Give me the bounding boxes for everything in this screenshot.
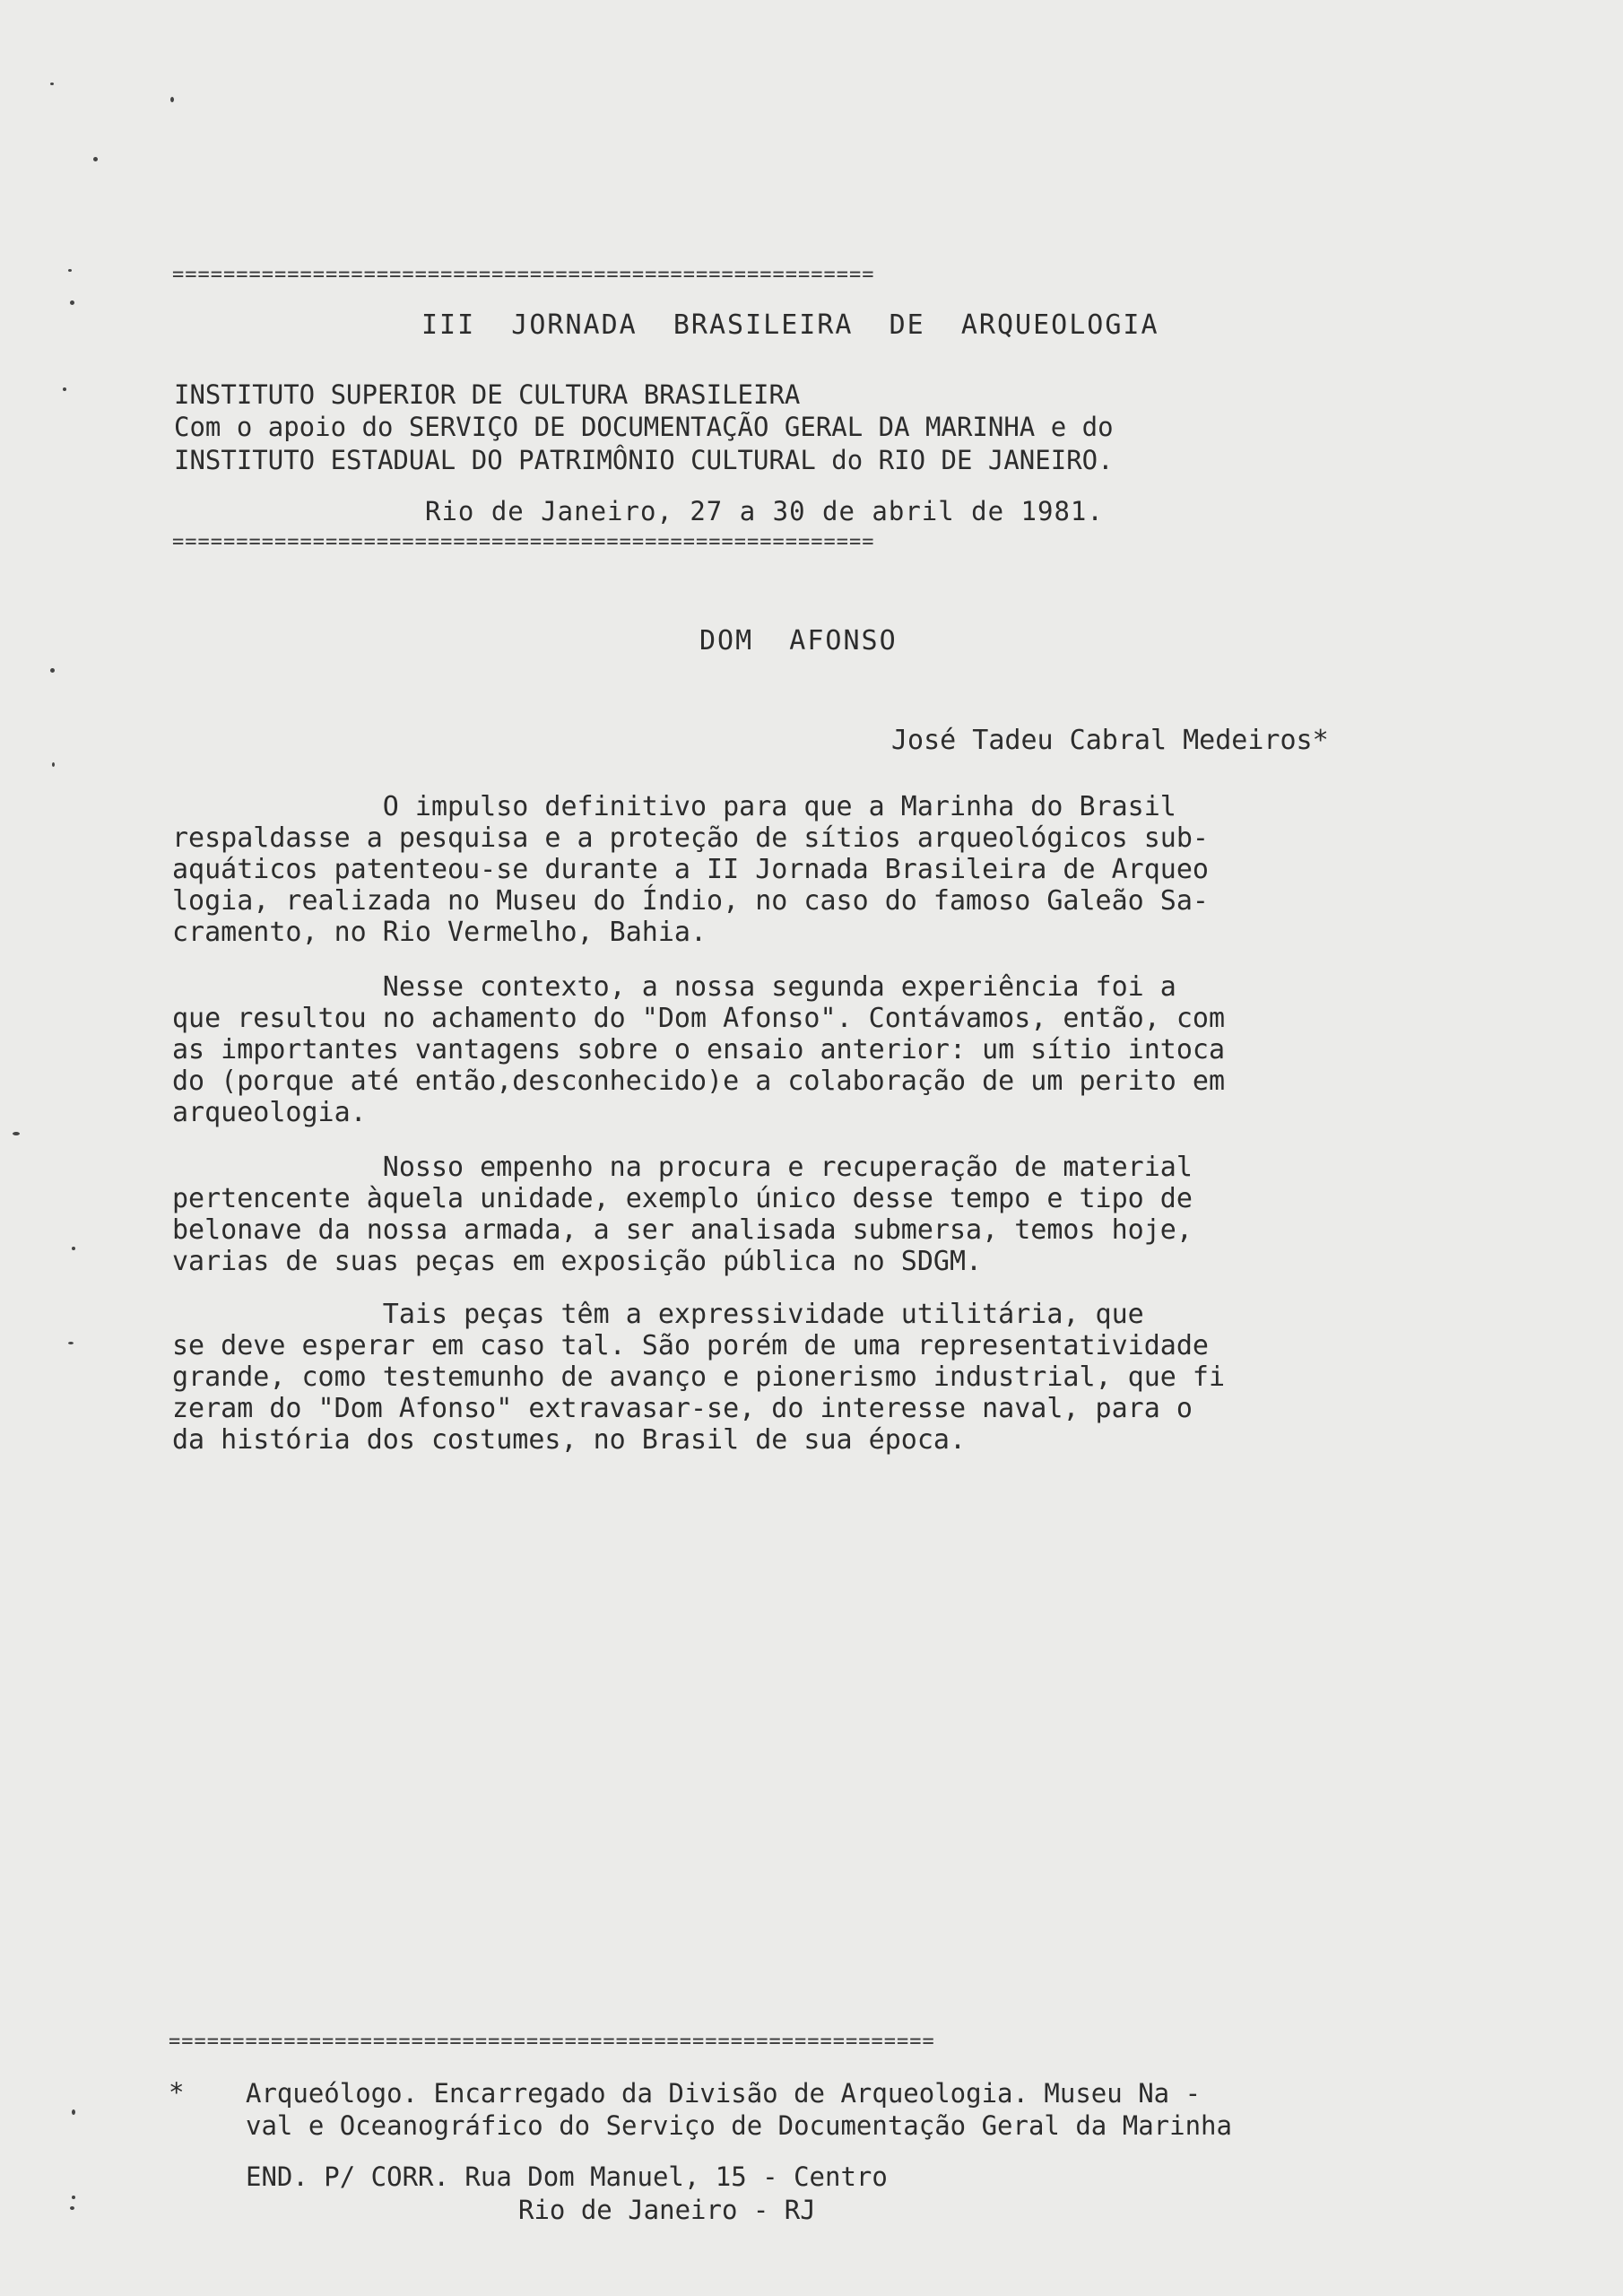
header-bottom-rule: ======================================================= [172,533,875,552]
header-top-rule: ======================================================= [172,265,875,285]
footnote-marker: * [169,2077,185,2108]
scan-speck [72,1247,75,1250]
scan-speck [170,97,174,102]
event-dateline: Rio de Janeiro, 27 a 30 de abril de 1981. [425,496,1104,526]
scan-speck [93,157,98,161]
scan-speck [50,83,54,85]
scan-speck [13,1132,20,1135]
body-paragraph: O impulso definitivo para que a Marinha do Brasil respaldasse a pesquisa e a proteção de sítios arqueológicos sub- aquáticos patenteou-se durante a II Jornada Brasileira de Arqueo logia, realizada no Museu do Índio, no caso do famoso Galeão Sa- cramento, no Rio Vermelho, Bahia. [172,791,1209,948]
scan-speck [72,2196,75,2199]
scan-speck [72,2109,75,2115]
scan-speck [68,1342,74,1344]
event-title: III JORNADA BRASILEIRA DE ARQUEOLOGIA [421,309,1159,341]
scan-speck [68,269,72,272]
scan-speck [50,668,55,673]
institution-line-2: Com o apoio do SERVIÇO DE DOCUMENTAÇÃO GERAL DA MARINHA e do [174,412,1114,442]
scan-speck [70,2206,74,2210]
article-author: José Tadeu Cabral Medeiros* [891,725,1329,756]
article-title: DOM AFONSO [699,625,898,657]
footnote-rule: ============================================================ [169,2032,935,2052]
correspondence-address-line-2: Rio de Janeiro - RJ [518,2195,816,2225]
body-paragraph: Tais peças têm a expressividade utilitária, que se deve esperar em caso tal. São porém de uma representatividade grande, como testemunho de avanço e pionerismo industrial, que fi zeram do "Dom Afonso" extravasar-se, do interesse naval, para o da história dos costumes, no Brasil de sua época. [172,1299,1225,1456]
scan-speck [63,387,66,391]
correspondence-address-line-1: END. P/ CORR. Rua Dom Manuel, 15 - Centro [246,2161,888,2192]
scan-speck [70,300,74,305]
footnote-text: Arqueólogo. Encarregado da Divisão de Arqueologia. Museu Na - val e Oceanográfico do Serviço de Documentação Geral da Marinha [246,2078,1232,2141]
body-paragraph: Nesse contexto, a nossa segunda experiência foi a que resultou no achamento do "Dom Afonso". Contávamos, então, com as importantes vantagens sobre o ensaio anterior: um sítio intoca do (porque até então,desconhecido)e a colaboração de um perito em arqueologia. [172,971,1225,1128]
scan-speck [52,762,55,767]
body-paragraph: Nosso empenho na procura e recuperação de material pertencente àquela unidade, exemplo único desse tempo e tipo de belonave da nossa armada, a ser analisada submersa, temos hoje, varias de suas peças em exposição pública no SDGM. [172,1152,1193,1277]
institution-line-3: INSTITUTO ESTADUAL DO PATRIMÔNIO CULTURAL do RIO DE JANEIRO. [174,445,1114,475]
institution-line-1: INSTITUTO SUPERIOR DE CULTURA BRASILEIRA [174,379,801,410]
